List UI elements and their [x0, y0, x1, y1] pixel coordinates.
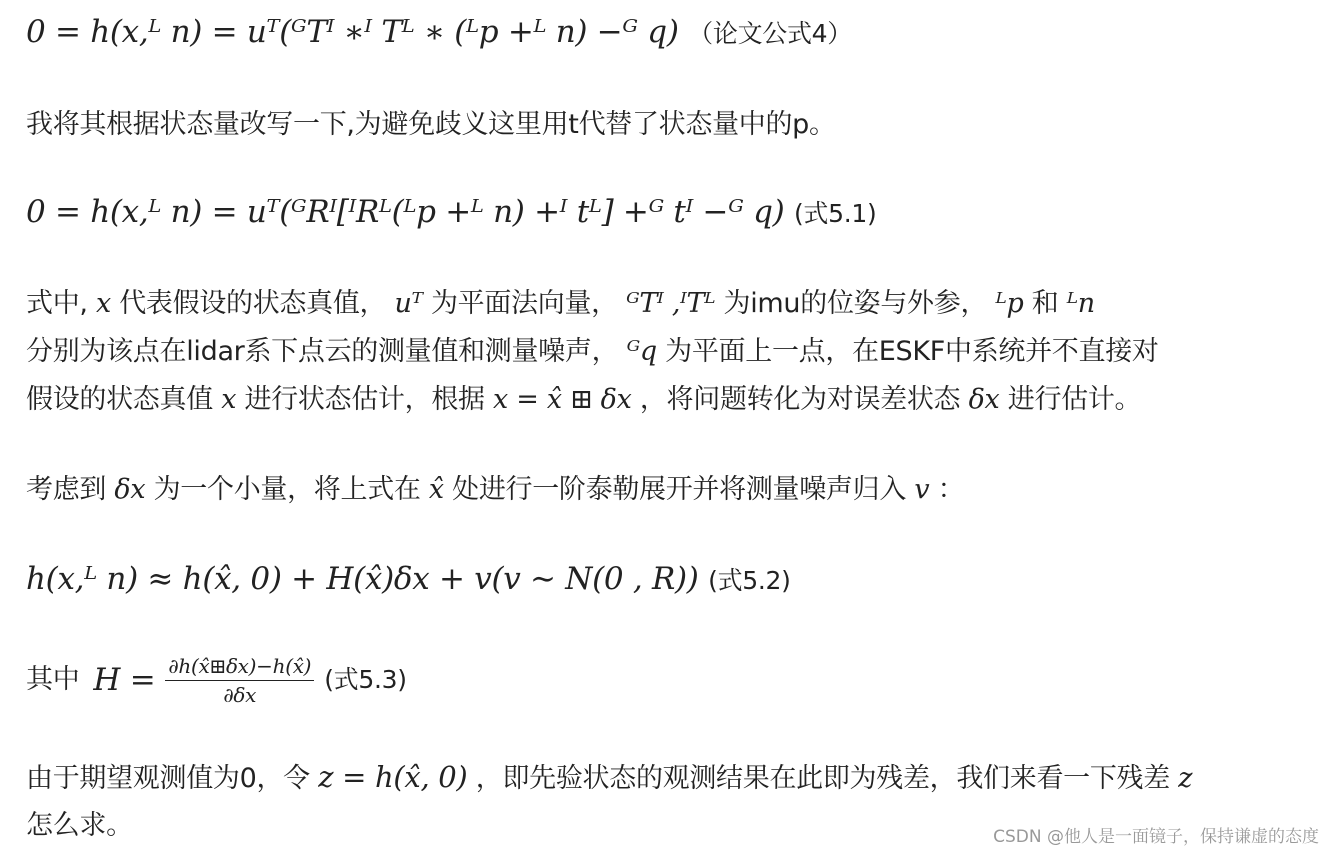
jacobian-fraction: [165, 654, 314, 707]
text: 式中,: [26, 288, 88, 319]
text: ：: [937, 474, 965, 505]
math-z: z: [1178, 763, 1193, 794]
text: 处进行一阶泰勒展开并将测量噪声归入: [452, 474, 907, 505]
math-ln: ᴸn: [1066, 288, 1095, 319]
math-v: v: [914, 474, 930, 505]
equation-paper-4: [26, 14, 852, 52]
text: 和: [1031, 288, 1059, 319]
equation-tag: （论文公式4）: [688, 19, 852, 48]
text: ，将问题转化为对误差状态: [639, 384, 961, 415]
paragraph-definitions-line-1: [26, 286, 1095, 322]
math-h-lhs: H =: [93, 662, 156, 698]
math-x-hat: x̂: [428, 474, 444, 505]
math-lp: ᴸp: [995, 288, 1024, 319]
paragraph-definitions-line-3: [26, 382, 1141, 418]
fraction-denominator: ∂δx: [223, 682, 257, 707]
fraction-numerator: ∂h(x̂⊞δx)−h(x̂): [165, 654, 314, 681]
text: 代表假设的状态真值，: [119, 288, 387, 319]
math-gq: ᴳq: [626, 336, 657, 367]
equation-5-2: [26, 561, 791, 599]
equation-5-3: [26, 652, 407, 708]
text: 假设的状态真值: [26, 384, 213, 415]
formula: 0 = h(x,ᴸ n) = uᵀ(ᴳTᴵ ∗ᴵ Tᴸ ∗ (ᴸp +ᴸ n) −ᴳ q): [26, 14, 679, 50]
math-delta-x: δx: [968, 384, 1000, 415]
equation-tag: (式5.2): [708, 566, 791, 595]
text: 其中: [26, 664, 80, 695]
text: 为平面法向量，: [430, 288, 618, 319]
text: 为imu的位姿与外参，: [723, 288, 988, 319]
paragraph-residual-line-1: [26, 759, 1192, 797]
math-transforms: ᴳTᴵ ,ᴵTᴸ: [626, 288, 716, 319]
watermark: CSDN @他人是一面镜子，保持谦虚的态度: [993, 827, 1319, 847]
text: 由于期望观测值为0，令: [26, 763, 310, 794]
text: 进行估计。: [1007, 384, 1142, 415]
text: 为一个小量，将上式在: [153, 474, 421, 505]
paragraph-definitions-line-2: [26, 334, 1159, 370]
formula: h(x,ᴸ n) ≈ h(x̂, 0) + H(x̂)δx + v(v ∼ N(0 , R)): [26, 561, 699, 597]
text: 进行状态估计，根据: [244, 384, 485, 415]
text: 为平面上一点，在ESKF中系统并不直接对: [665, 336, 1159, 367]
paragraph-residual-line-2: 怎么求。: [26, 810, 133, 841]
math-delta-x: δx: [114, 474, 146, 505]
math-x: x: [95, 288, 111, 319]
text: 分别为该点在lidar系下点云的测量值和测量噪声，: [26, 336, 619, 367]
math-boxplus-equation: x = x̂ ⊞ δx: [493, 384, 632, 415]
text: ，即先验状态的观测结果在此即为残差，我们来看一下残差: [475, 763, 1170, 794]
equation-tag: (式5.3): [324, 665, 407, 694]
text: 考虑到: [26, 474, 107, 505]
math-x: x: [221, 384, 237, 415]
math-u-transpose: uᵀ: [394, 288, 423, 319]
paragraph-rewrite-note: 我将其根据状态量改写一下,为避免歧义这里用t代替了状态量中的p。: [26, 109, 836, 140]
formula: 0 = h(x,ᴸ n) = uᵀ(ᴳRᴵ[ᴵRᴸ(ᴸp +ᴸ n) +ᴵ tᴸ] +ᴳ tᴵ −ᴳ q): [26, 194, 785, 230]
equation-5-1: [26, 194, 876, 232]
math-z-equation: z = h(x̂, 0): [318, 760, 468, 794]
equation-tag: (式5.1): [793, 199, 877, 228]
paragraph-taylor-expansion: [26, 472, 964, 508]
